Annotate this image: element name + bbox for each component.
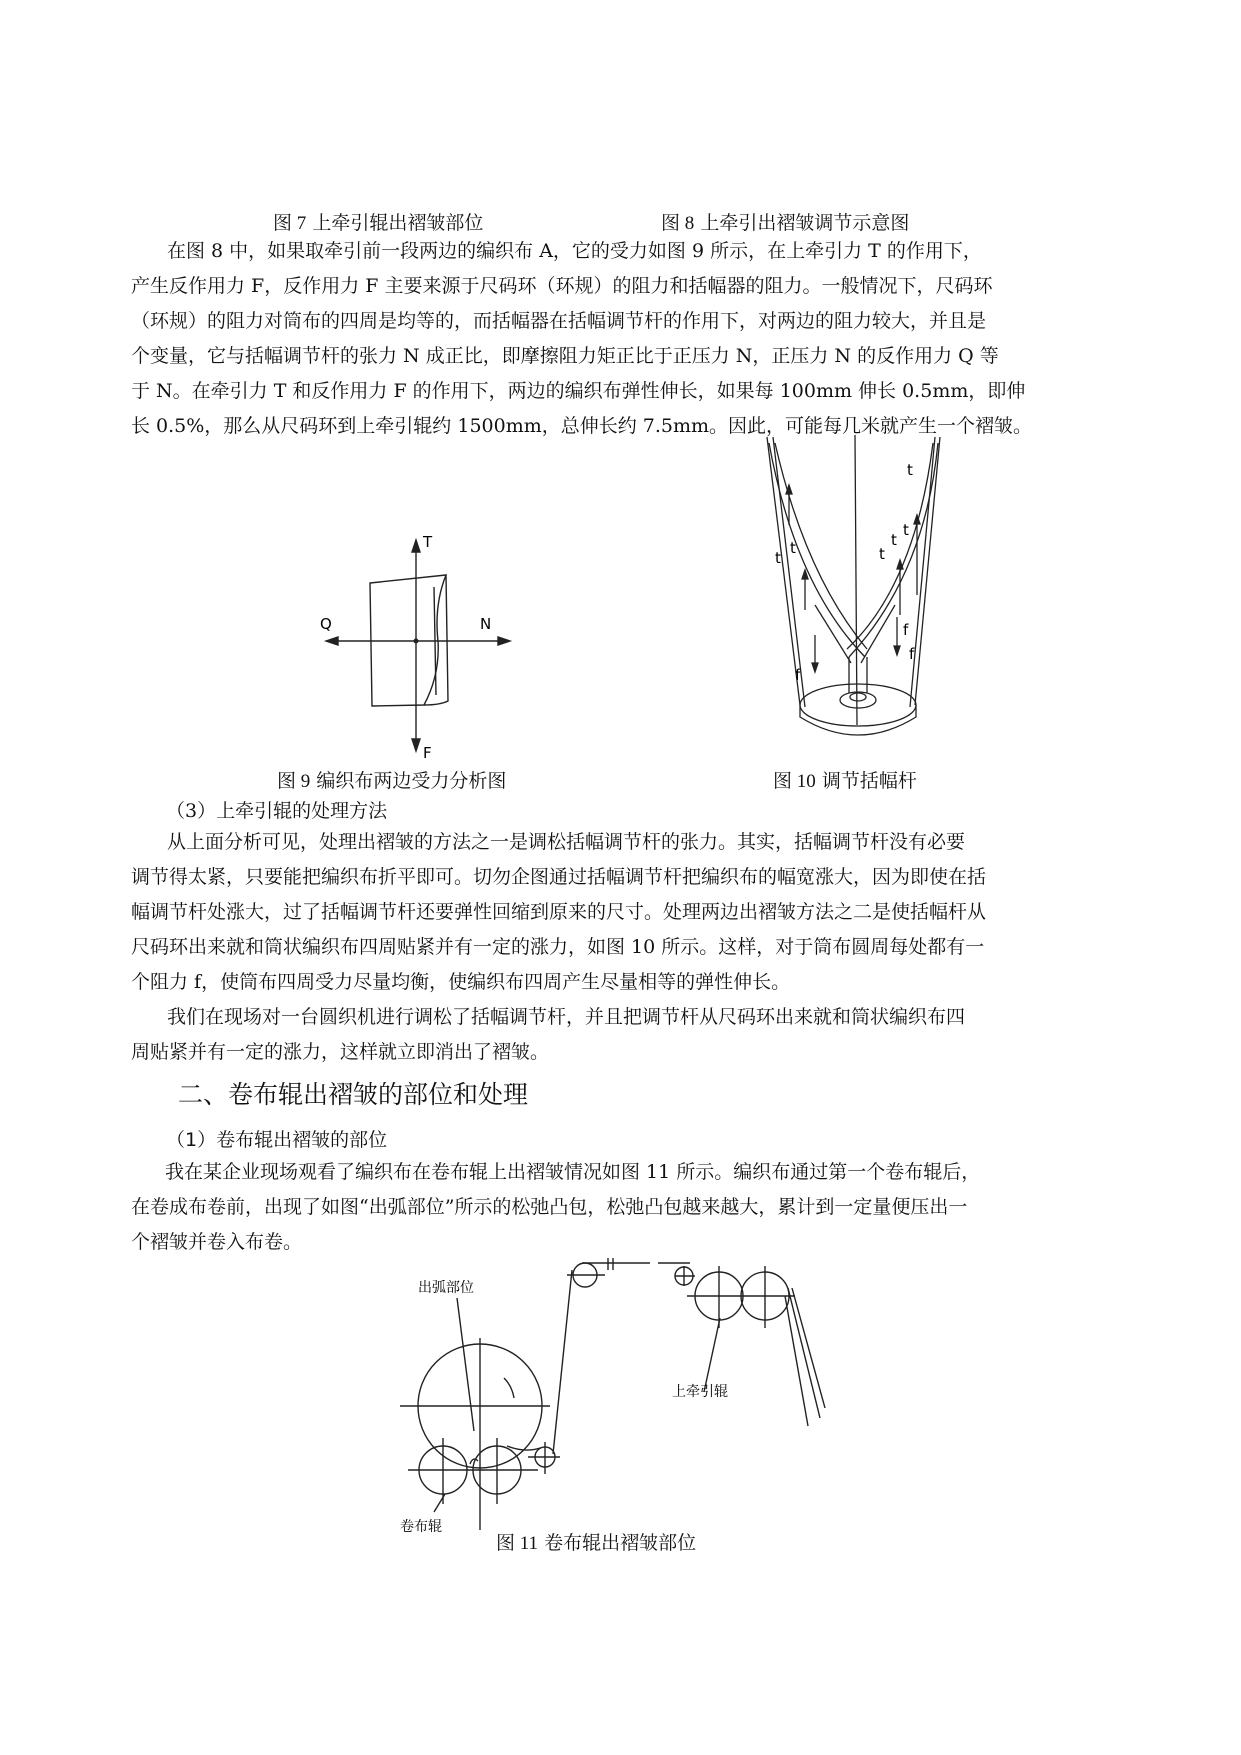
label-T: T: [423, 533, 433, 551]
text-line: 个褶皱并卷入布卷。: [131, 1231, 303, 1253]
label-t: t: [879, 545, 885, 563]
figure-11-caption: 图 11 卷布辊出褶皱部位: [496, 1532, 697, 1554]
figure-9-force-diagram: [320, 525, 520, 760]
text-line: 尺码环出来就和筒状编织布四周贴紧并有一定的涨力，如图 10 所示。这样，对于筒布圆周每处都有一: [131, 936, 985, 958]
label-t: t: [775, 549, 781, 567]
figure-11-roller-diagram: [400, 1248, 840, 1533]
text-line: 我在某企业现场观看了编织布在卷布辊上出褶皱情况如图 11 所示。编织布通过第一个卷布辊后，: [165, 1161, 981, 1183]
text-line: 幅调节杆处涨大，过了括幅调节杆还要弹性回缩到原来的尺寸。处理两边出褶皱方法之二是使括幅杆从: [131, 901, 987, 923]
label-t: t: [903, 521, 909, 539]
subheading-roll-wrinkle-location: （1）卷布辊出褶皱的部位: [166, 1129, 388, 1151]
text-line: 个阻力 f，使筒布四周受力尽量均衡，使编织布四周产生尽量相等的弹性伸长。: [131, 971, 791, 993]
text-line: 在卷成布卷前，出现了如图“出弧部位”所示的松弛凸包，松弛凸包越来越大，累计到一定量便压出一: [131, 1196, 968, 1218]
section-2-heading: 二、卷布辊出褶皱的部位和处理: [178, 1080, 529, 1109]
text-line: 产生反作用力 F，反作用力 F 主要来源于尺码环（环规）的阻力和括幅器的阻力。一般情况下，尺码环: [131, 275, 993, 297]
paragraph-field-result: [131, 1000, 1111, 1070]
text-line: 周贴紧并有一定的涨力，这样就立即消出了褶皱。: [131, 1041, 550, 1063]
origin-dot: [414, 639, 419, 644]
label-Q: Q: [320, 615, 332, 633]
text-line: 我们在现场对一台圆织机进行调松了括幅调节杆，并且把调节杆从尺码环出来就和筒状编织布四: [167, 1006, 966, 1028]
subheading-treatment-method: （3）上牵引辊的处理方法: [166, 800, 388, 822]
label-arc-position: 出弧部位: [418, 1280, 474, 1296]
paragraph-force-analysis: [131, 234, 1111, 444]
figure-7-caption: 图 7 上牵引辊出褶皱部位: [273, 212, 484, 234]
text-line: 于 N。在牵引力 T 和反作用力 F 的作用下，两边的编织布弹性伸长，如果每 100mm 伸长 0.5mm，即伸: [131, 380, 1026, 402]
label-f: f: [909, 645, 915, 663]
label-top-traction-roller: 上牵引辊: [672, 1384, 728, 1400]
label-f: f: [903, 621, 909, 639]
text-line: （环规）的阻力对筒布的四周是均等的，而括幅器在括幅调节杆的作用下，对两边的阻力较大，并且是: [131, 310, 987, 332]
text-line: 长 0.5%，那么从尺码环到上牵引辊约 1500mm，总伸长约 7.5mm。因此，可能每几米就产生一个褶皱。: [131, 415, 1033, 437]
label-winding-roller: 卷布辊: [400, 1519, 442, 1533]
text-line: 调节得太紧，只要能把编织布折平即可。切勿企图通过括幅调节杆把编织布的幅宽涨大，因为即使在括: [131, 866, 987, 888]
figure-10-caption: 图 10 调节括幅杆: [773, 770, 917, 792]
label-t: t: [907, 461, 913, 479]
figure-9-caption: 图 9 编织布两边受力分析图: [277, 770, 507, 792]
label-N: N: [480, 615, 492, 633]
label-f: f: [795, 666, 801, 684]
label-t: t: [891, 531, 897, 549]
text-line: 从上面分析可见，处理出褶皱的方法之一是调松括幅调节杆的张力。其实，括幅调节杆没有必要: [167, 831, 966, 853]
figure-10-spreader-diagram: [755, 435, 970, 750]
figure-8-caption: 图 8 上牵引出褶皱调节示意图: [661, 212, 910, 234]
paragraph-roll-observation: [131, 1155, 1111, 1260]
label-F: F: [423, 744, 432, 760]
label-t: t: [790, 539, 796, 557]
text-line: 个变量，它与括幅调节杆的张力 N 成正比，即摩擦阻力矩正比于正压力 N，正压力 N 的反作用力 Q 等: [131, 345, 999, 367]
text-line: 在图 8 中，如果取牵引前一段两边的编织布 A，它的受力如图 9 所示，在上牵引力 T 的作用下，: [167, 240, 982, 262]
paragraph-treatment: [131, 825, 1111, 1000]
